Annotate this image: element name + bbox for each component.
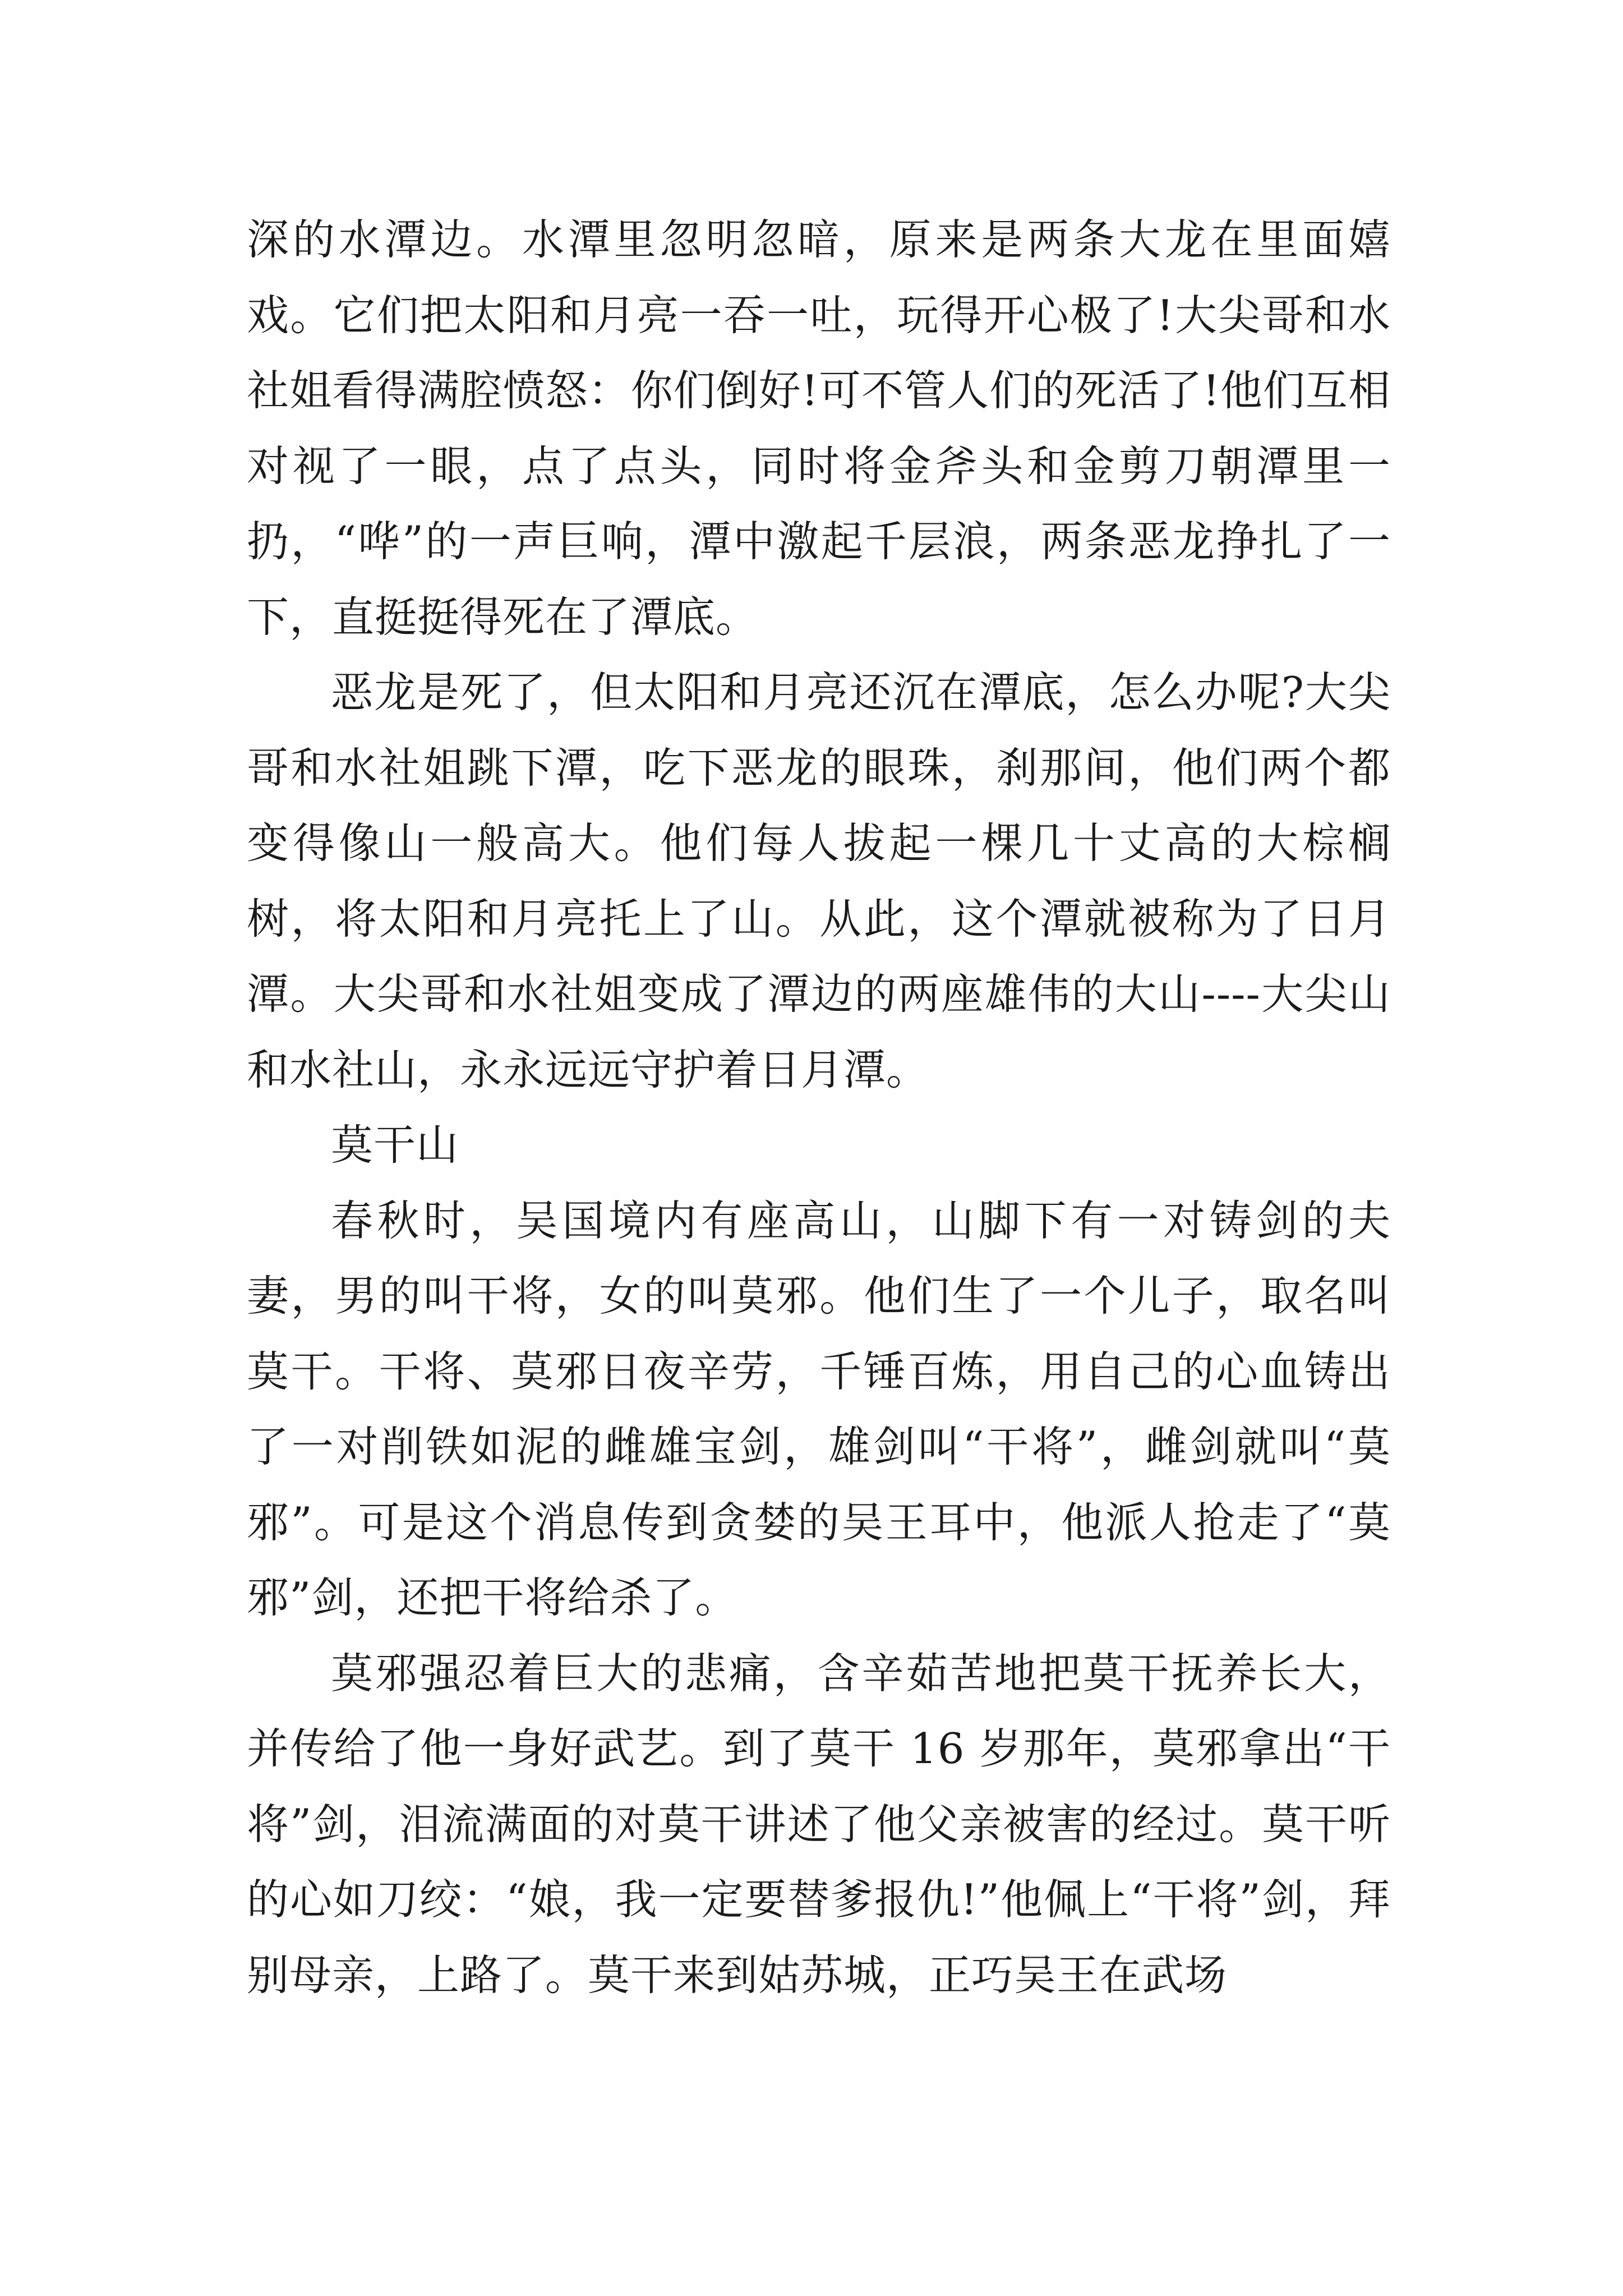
paragraph-1: 深的水潭边。水潭里忽明忽暗，原来是两条大龙在里面嬉戏。它们把太阳和月亮一吞一吐，玩得开心极了!大尖哥和水社姐看得满腔愤怒：你们倒好!可不管人们的死活了!他们互相对视了一眼，点了点头，同时将金斧头和金剪刀朝潭里一扔，“哗”的一声巨响，潭中激起千层浪，两条恶龙挣扎了一下，直挺挺得死在了潭底。 xyxy=(247,215,1391,642)
paragraph-2: 恶龙是死了，但太阳和月亮还沉在潭底，怎么办呢?大尖哥和水社姐跳下潭，吃下恶龙的眼珠，刹那间，他们两个都变得像山一般高大。他们每人拔起一棵几十丈高的大棕榈树，将太阳和月亮托上了山。从此，这个潭就被称为了日月潭。大尖哥和水社姐变成了潭边的两座雄伟的大山----大尖山和水社山，永永远远守护着日月潭。 xyxy=(247,668,1391,1094)
document-body xyxy=(247,202,1391,2013)
paragraph-3: 春秋时，吴国境内有座高山，山脚下有一对铸剑的夫妻，男的叫干将，女的叫莫邪。他们生了一个儿子，取名叫莫干。干将、莫邪日夜辛劳，千锤百炼，用自己的心血铸出了一对削铁如泥的雌雄宝剑，雄剑叫“干将”，雌剑就叫“莫邪”。可是这个消息传到贪婪的吴王耳中，他派人抢走了“莫邪”剑，还把干将给杀了。 xyxy=(247,1195,1391,1622)
paragraph-4: 莫邪强忍着巨大的悲痛，含辛茹苦地把莫干抚养长大，并传给了他一身好武艺。到了莫干 16 岁那年，莫邪拿出“干将”剑，泪流满面的对莫干讲述了他父亲被害的经过。莫干听的心如刀绞：“娘，我一定要替爹报仇!”他佩上“干将”剑，拜别母亲，上路了。莫干来到姑苏城，正巧吴王在武场 xyxy=(247,1648,1391,2000)
section-heading-mogan-mountain: 莫干山 xyxy=(331,1120,459,1170)
